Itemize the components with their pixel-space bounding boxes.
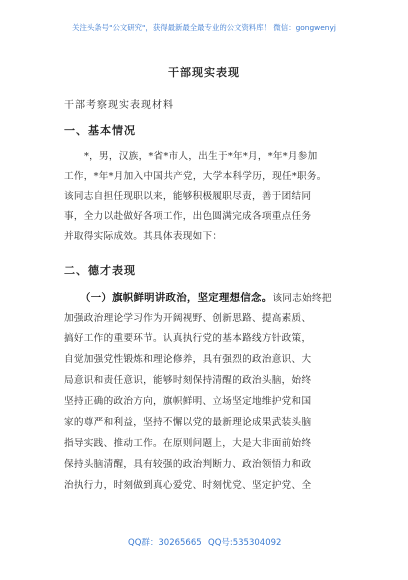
paragraph-line: 保持头脑清醒，具有较强的政治判断力、政治领悟力和政 [64,459,312,470]
footer-qq-group: QQ群：30265665 [128,538,202,548]
paragraph-line: 家的尊严和利益，坚持不懈以党的最新理论成果武装头脑 [64,417,312,428]
paragraph-line: 治执行力，时刻做到真心爱党、时刻忧党、坚定护党、全 [64,480,312,491]
paragraph-line: *，男，汉族，*省*市人，出生于*年*月，*年*月参加 [84,151,318,162]
paragraph-lead-tail: 该同志始终把 [272,293,332,304]
paragraph-line: 局意识和责任意识，能够时刻保持清醒的政治头脑，始终 [64,375,312,386]
paragraph-line: 加强政治理论学习作为开阔视野、创新思路、提高素质、 [64,313,312,324]
paragraph-line: 搞好工作的重要环节。认真执行党的基本路线方针政策， [64,333,312,344]
document-subtitle: 干部考察现实表现材料 [64,100,174,111]
paragraph-line: 事，全力以赴做好各项工作，出色圆满完成各项重点任务 [64,211,312,222]
document-title: 干部现实表现 [168,66,240,79]
footer-qq-number: QQ号:535304092 [208,538,282,548]
paragraph-line: 指导实践、推动工作。在原则问题上，大是大非面前始终 [64,438,312,449]
paragraph-lead-line [80,289,346,304]
paragraph-line: 该同志自担任现职以来，能够积极履职尽责，善于团结同 [64,191,312,202]
paragraph-line: 并取得实际成效。其具体表现如下： [64,231,223,242]
header-banner: 关注头条号"公文研究"，获得最新最全最专业的公文资料库！ 微信：gongwenyj [72,23,336,32]
paragraph-line: 自觉加强党性锻炼和理论修养，具有强烈的政治意识、大 [64,354,312,365]
section-heading-basic-info: 一、基本情况 [64,124,136,137]
paragraph-line: 工作，*年*月加入中国共产党，大学本科学历，现任*职务。 [64,171,327,182]
paragraph-line: 坚持正确的政治方向，旗帜鲜明、立场坚定地维护党和国 [64,396,312,407]
paragraph-lead-bold: （一）旗帜鲜明讲政治，坚定理想信念。 [80,292,273,304]
section-heading-virtue-ability: 二、德才表现 [64,264,136,277]
